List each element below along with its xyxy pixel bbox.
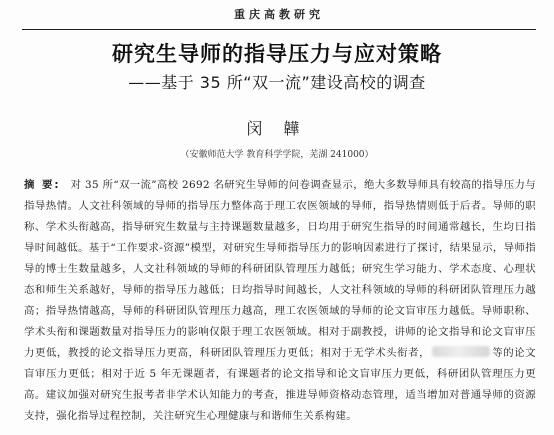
abstract-paragraph bbox=[24, 175, 536, 427]
article-title: 研究生导师的指导压力与应对策略 bbox=[112, 42, 442, 66]
article-subtitle: ——基于 35 所“双一流”建设高校的调查 bbox=[128, 73, 426, 92]
journal-running-header bbox=[22, 3, 536, 30]
author-affiliation: （安徽师范大学 教育科学学院，芜湖 241000） bbox=[180, 150, 374, 160]
author-name: 闵 韡 bbox=[246, 119, 308, 138]
redacted-text-blur bbox=[432, 346, 490, 357]
abstract-text-part2: 等的论文盲审压力更低；相对于近 5 年无课题者，有课题者的论文指导和论文盲审压力更低，科研团队管理压力更高。建议加强对研究生报考者非学术认知能力的考查，推进导师资格动态管理，适当增加对普通导师的资源支持，强化指导过程控制，关注研究生心理健康与和谐师生关系构建。 bbox=[24, 347, 536, 422]
abstract-label: 摘 要: bbox=[24, 179, 61, 191]
journal-name: 重庆高教研究 bbox=[234, 8, 324, 21]
abstract-text-part1: 对 35 所“双一流”高校 2692 名研究生导师的问卷调查显示，绝大多数导师具有较高的指导压力与指导热情。人文社科领域的导师的指导压力整体高于理工农医领域的导师，指导热情则低于后者。导师的职称、学术头衔越高，指导研究生数量与主持课题数量越多，日均用于研究生指导的时间通常越长，生均日指导时间越低。基于“工作要求-资源”模型，对研究生导师指导压力的影响因素进行了探讨，结果显示，导师指导的博士生数量越多，人文社科领域的导师的科研团队管理压力越低；研究生学习能力、学术态度、心理状态和师生关系越好，导师的指导压力越低；日均指导时间越长，人文社科领域的导师的科研团队管理压力越高；指导热情越高，导师的科研团队管理压力越高，理工农医领域的导师的论文盲审压力越低。导师职称、学术头衔和课题数量对指导压力的影响仅限于理工农医领域。相对于副教授，讲师的论文指导和论文盲审压力更低，教授的论文指导压力更高，科研团队管理压力更低；相对于无学术头衔者， bbox=[24, 179, 536, 359]
